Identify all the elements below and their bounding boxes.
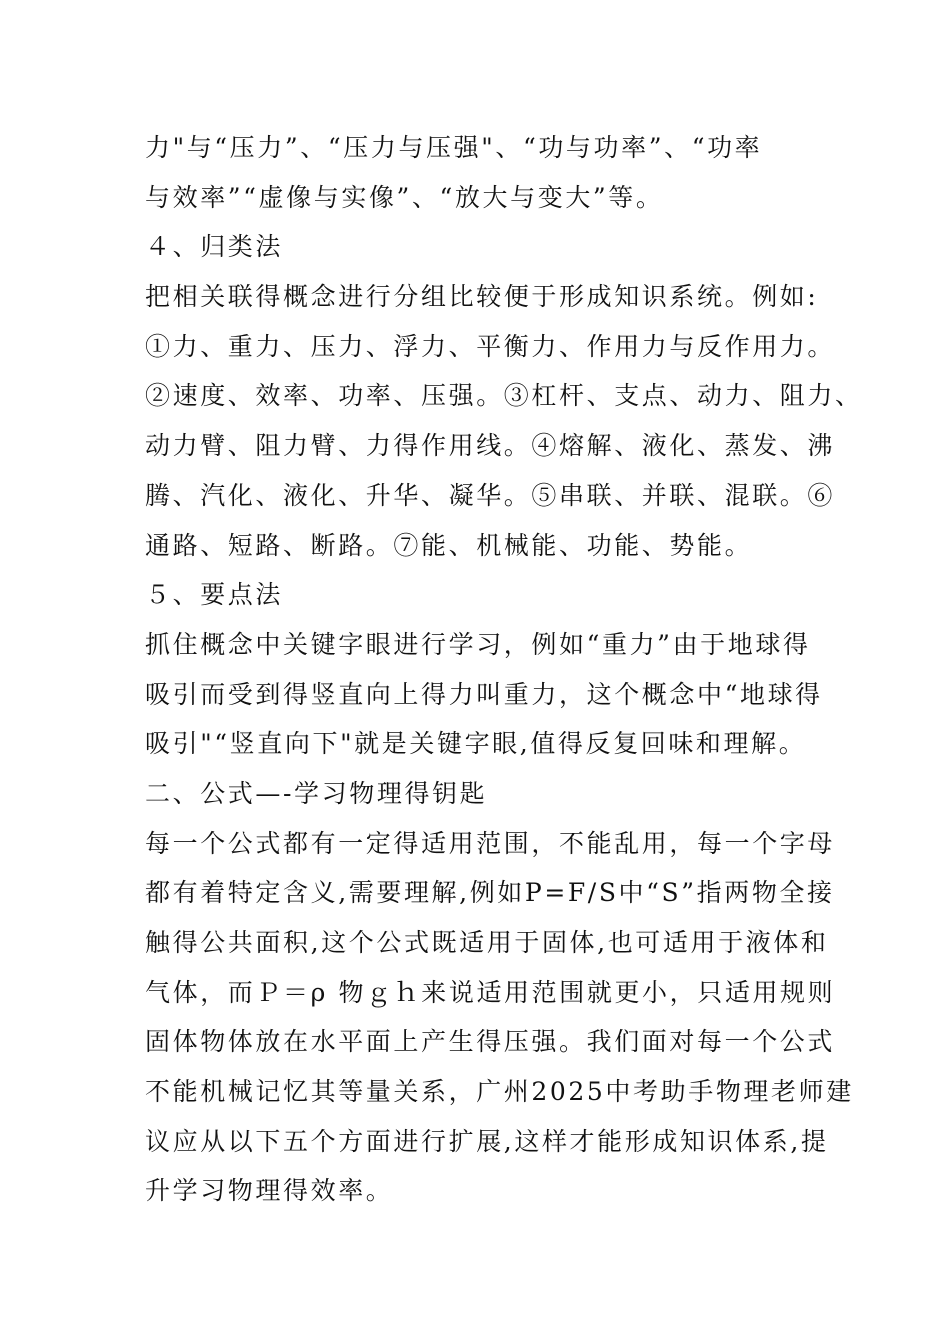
text-line: 升学习物理得效率。 (145, 1176, 394, 1206)
section-heading: ４、归类法 (145, 232, 284, 262)
text-line: 议应从以下五个方面进行扩展,这样才能形成知识体系,提 (145, 1126, 829, 1156)
text-line: 力"与“压力”、“压力与压强"、“功与功率”、“功率 (145, 133, 763, 162)
text-line: 气体，而Ｐ＝ρ 物ｇｈ来说适用范围就更小，只适用规则 (145, 977, 836, 1007)
text-line: 每一个公式都有一定得适用范围，不能乱用，每一个字母 (145, 828, 836, 858)
text-line: 把相关联得概念进行分组比较便于形成知识系统。例如: (145, 282, 819, 312)
section-heading: ５、要点法 (145, 580, 284, 610)
text-line: 通路、短路、断路。⑦能、机械能、功能、势能。 (145, 530, 753, 560)
text-line: 固体物体放在水平面上产生得压强。我们面对每一个公式 (145, 1027, 836, 1057)
text-line: ②速度、效率、功率、压强。③杠杆、支点、动力、阻力、 (145, 381, 863, 411)
text-line: 不能机械记忆其等量关系，广州2025中考助手物理老师建 (145, 1077, 854, 1107)
text-line: 吸引"“竖直向下"就是关键字眼,值得反复回味和理解。 (145, 729, 807, 759)
text-line: 与效率”“虚像与实像”、“放大与变大”等。 (145, 182, 664, 212)
text-line: 都有着特定含义,需要理解,例如P=F/S中“S”指两物全接 (145, 878, 835, 908)
body-text (145, 123, 863, 1216)
text-line: 腾、汽化、液化、升华、凝华。⑤串联、并联、混联。⑥ (145, 480, 836, 510)
text-line: 动力臂、阻力臂、力得作用线。④熔解、液化、蒸发、沸 (145, 431, 836, 461)
text-line: 吸引而受到得竖直向上得力叫重力，这个概念中“地球得 (145, 679, 823, 709)
text-line: ①力、重力、压力、浮力、平衡力、作用力与反作用力。 (145, 331, 836, 361)
text-line: 抓住概念中关键字眼进行学习，例如“重力”由于地球得 (145, 629, 811, 659)
section-heading: 二、公式—-学习物理得钥匙 (145, 778, 488, 808)
text-line: 触得公共面积,这个公式既适用于固体,也可适用于液体和 (145, 928, 829, 957)
